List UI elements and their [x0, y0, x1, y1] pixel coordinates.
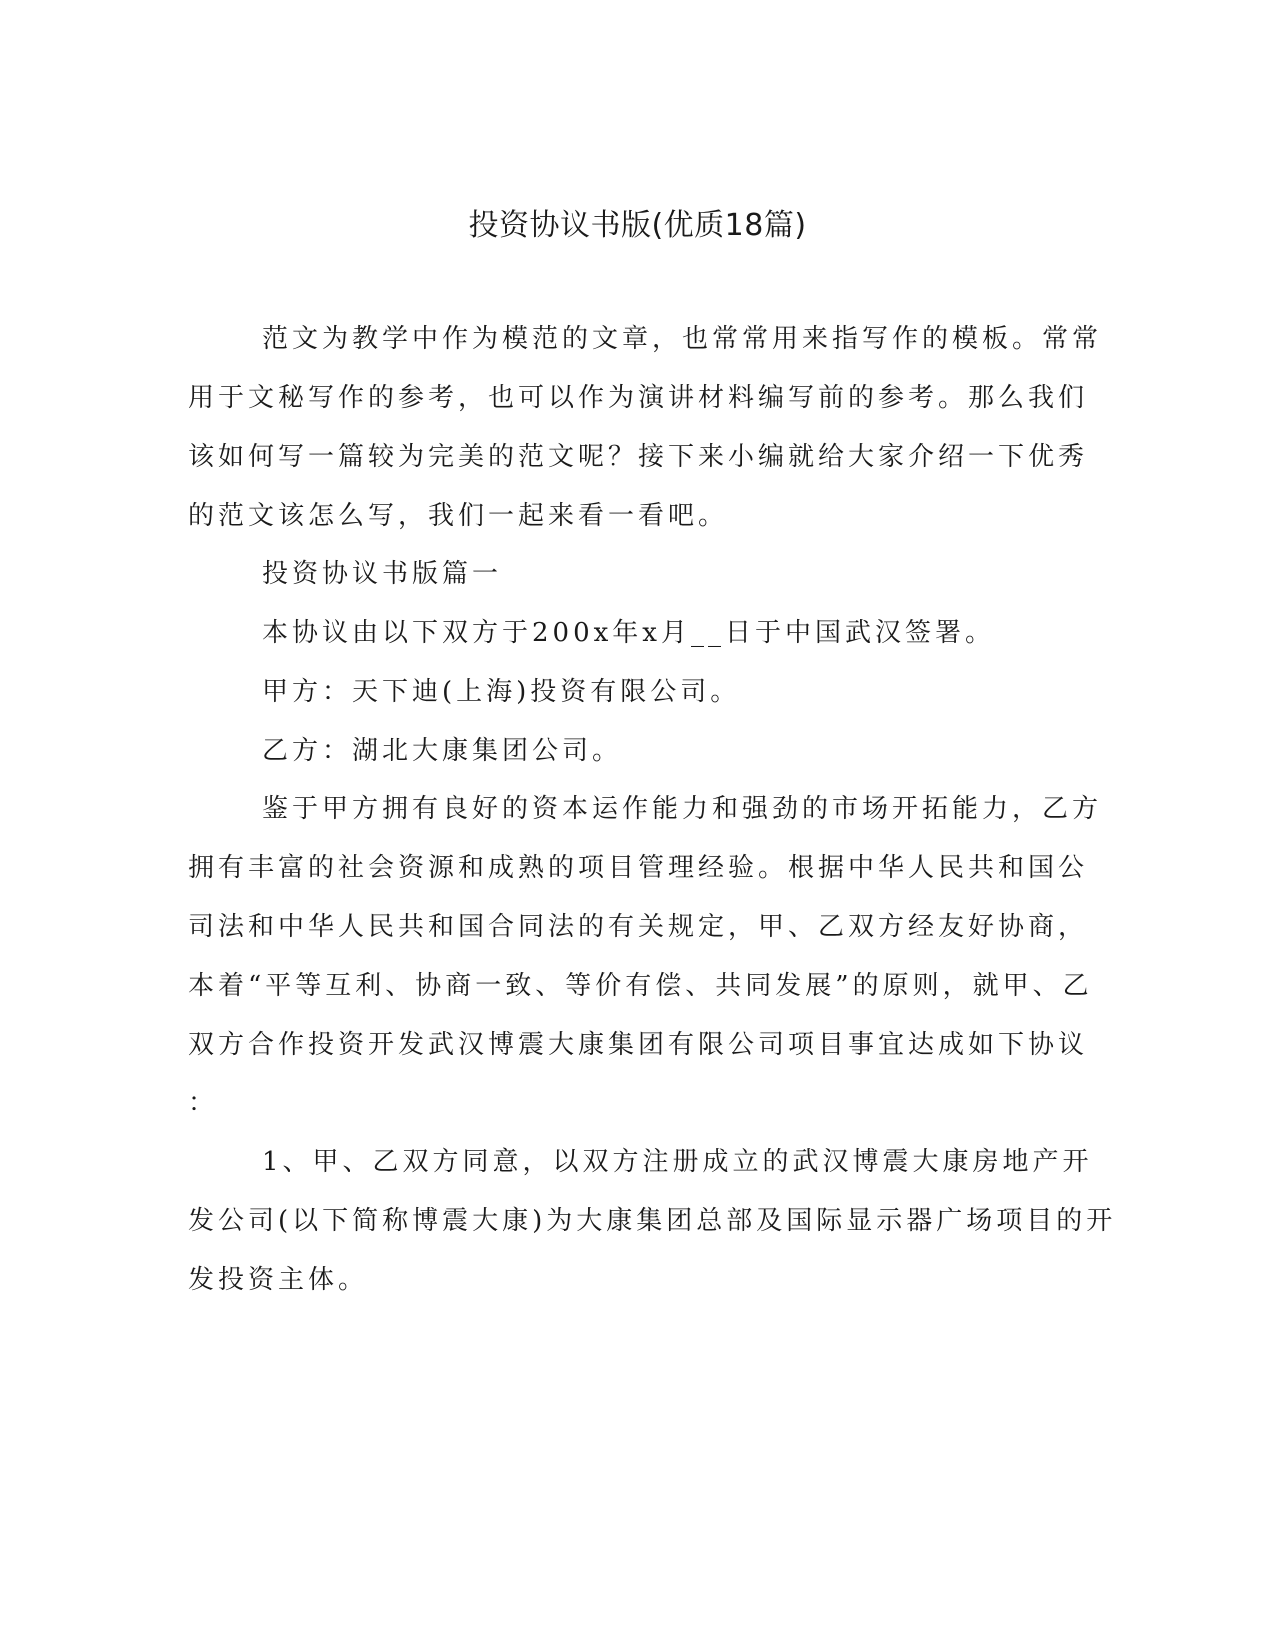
paragraph-line: 范文为教学中作为模范的文章，也常常用来指写作的模板。常常 [262, 324, 1103, 354]
paragraph-line: 该如何写一篇较为完美的范文呢？接下来小编就给大家介绍一下优秀 [188, 442, 1089, 472]
party-a-line: 甲方：天下迪(上海)投资有限公司。 [262, 677, 741, 707]
paragraph-line: 鉴于甲方拥有良好的资本运作能力和强劲的市场开拓能力，乙方 [262, 794, 1103, 824]
clause-line: 1、甲、乙双方同意，以双方注册成立的武汉博震大康房地产开 [262, 1147, 1093, 1177]
paragraph-line: 双方合作投资开发武汉博震大康集团有限公司项目事宜达成如下协议 [188, 1030, 1089, 1060]
clause-line: 发投资主体。 [188, 1265, 369, 1295]
party-b-line: 乙方：湖北大康集团公司。 [262, 736, 623, 766]
paragraph-line: ： [188, 1088, 219, 1118]
document-title: 投资协议书版(优质18篇) [468, 208, 807, 243]
section-heading: 投资协议书版篇一 [262, 559, 503, 589]
paragraph-line: 司法和中华人民共和国合同法的有关规定，甲、乙双方经友好协商， [188, 912, 1089, 942]
clause-line: 发公司(以下简称博震大康)为大康集团总部及国际显示器广场项目的开 [188, 1206, 1117, 1236]
paragraph-line: 本着“平等互利、协商一致、等价有偿、共同发展”的原则，就甲、乙 [188, 971, 1093, 1001]
paragraph-line: 本协议由以下双方于200x年x月__日于中国武汉签署。 [262, 618, 995, 648]
paragraph-line: 用于文秘写作的参考，也可以作为演讲材料编写前的参考。那么我们 [188, 383, 1089, 413]
paragraph-line: 拥有丰富的社会资源和成熟的项目管理经验。根据中华人民共和国公 [188, 853, 1089, 883]
paragraph-line: 的范文该怎么写，我们一起来看一看吧。 [188, 501, 729, 531]
